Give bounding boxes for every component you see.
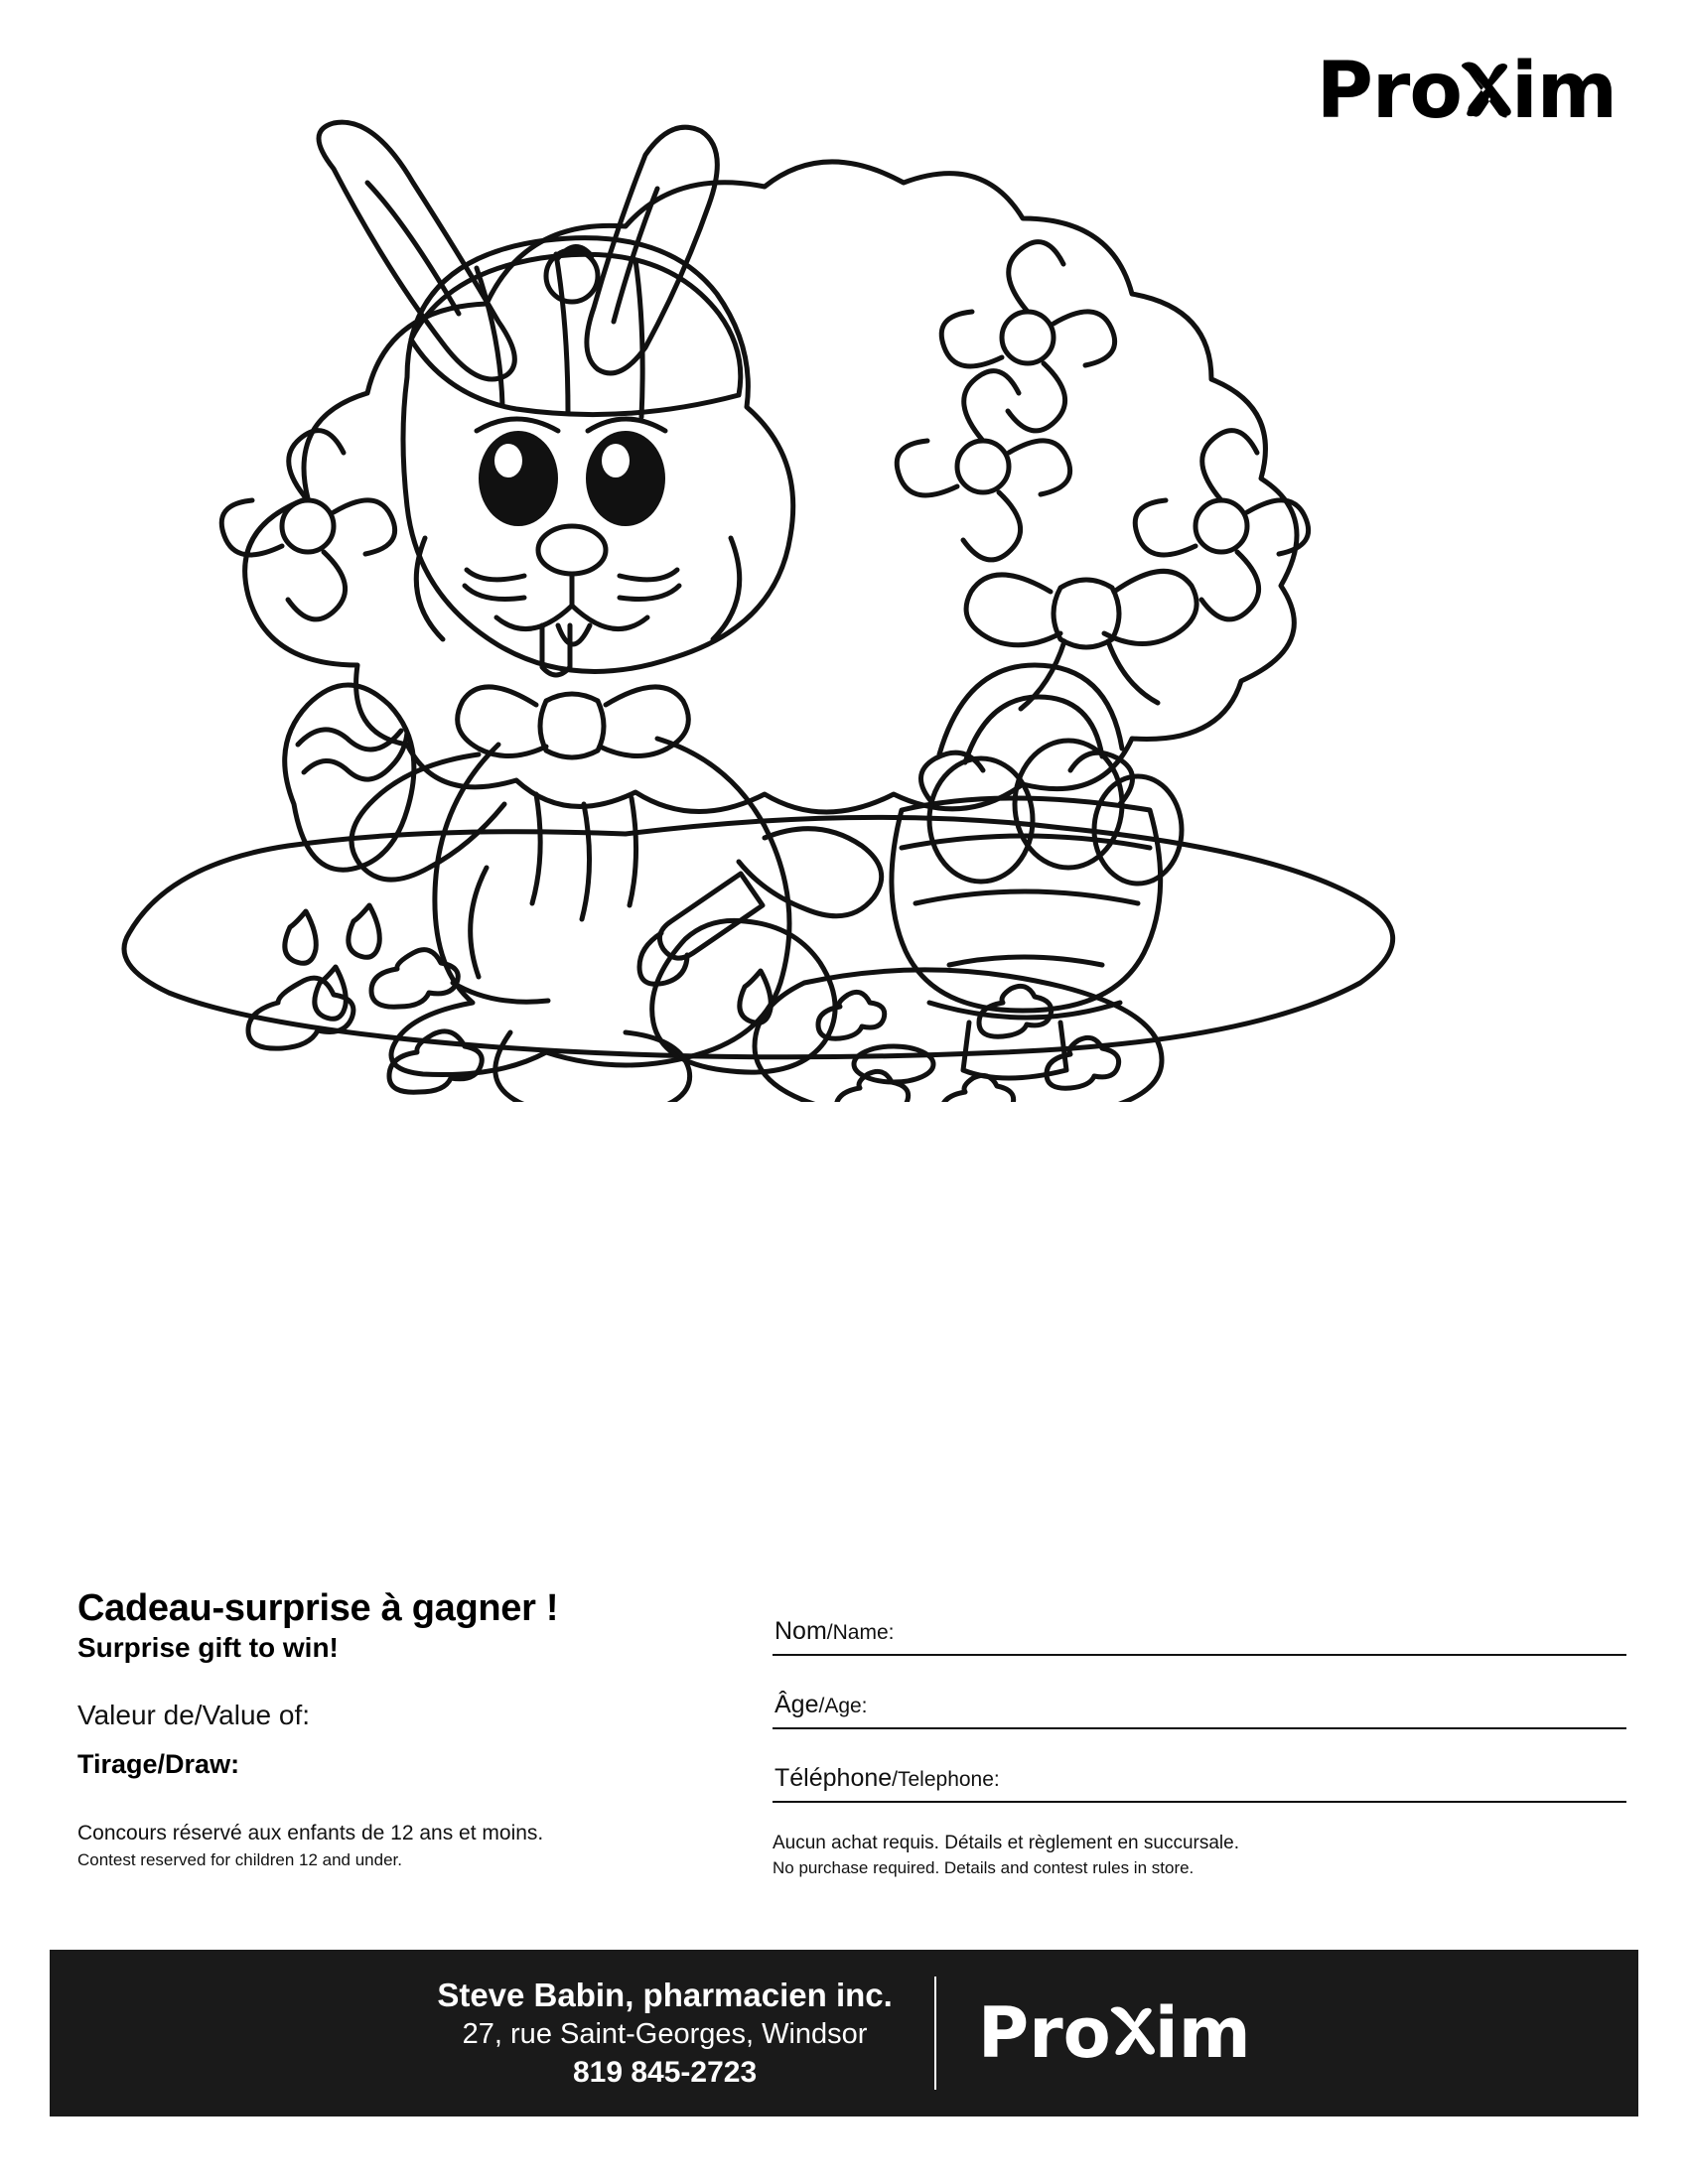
footer-wordmark-suffix: im bbox=[1154, 1992, 1251, 2074]
bunny-cap bbox=[411, 254, 741, 414]
coloring-illustration bbox=[109, 109, 1499, 1102]
field-age-label-fr: Âge bbox=[774, 1691, 819, 1718]
field-name-label bbox=[774, 1617, 894, 1646]
draw-label-en: /Draw: bbox=[157, 1748, 240, 1779]
entry-form bbox=[773, 1582, 1626, 1878]
paint-palette bbox=[755, 970, 1162, 1102]
field-name[interactable] bbox=[773, 1582, 1626, 1656]
disclaimer-en: No purchase required. Details and contest rules in store. bbox=[773, 1858, 1195, 1877]
field-age-label bbox=[774, 1691, 868, 1719]
pharmacy-name: Steve Babin, pharmacien inc. bbox=[437, 1976, 893, 2013]
pharmacy-city: Windsor bbox=[762, 2017, 868, 2050]
bow-tie bbox=[458, 687, 689, 757]
footer-wordmark-prefix: Pro bbox=[977, 1992, 1111, 2074]
pharmacy-address bbox=[437, 2016, 893, 2052]
draw-line bbox=[77, 1749, 753, 1780]
brand-logo-footer bbox=[977, 1992, 1251, 2074]
bunny-left-arm-egg bbox=[285, 685, 504, 880]
paint-drips bbox=[285, 905, 771, 1023]
field-name-label-en: /Name: bbox=[826, 1621, 895, 1644]
promo-text-column bbox=[77, 1588, 753, 1870]
basket-egg-right bbox=[1094, 776, 1182, 884]
value-label-fr: Valeur de bbox=[77, 1699, 195, 1730]
disclaimer-fr: Aucun achat requis. Détails et règlement en succursale. bbox=[773, 1833, 1239, 1853]
value-label-en: /Value of: bbox=[194, 1699, 311, 1730]
bush-backdrop bbox=[245, 162, 1297, 812]
brand-wordmark-suffix: im bbox=[1510, 47, 1617, 136]
contest-rules-fr: Concours réservé aux enfants de 12 ans et moins. bbox=[77, 1821, 544, 1844]
brand-wordmark-prefix: Pro bbox=[1316, 47, 1462, 136]
prize-title-en: Surprise gift to win! bbox=[77, 1632, 339, 1664]
flower-top-right bbox=[941, 242, 1114, 431]
field-age-label-en: /Age: bbox=[818, 1695, 868, 1717]
pharmacy-street: 27, rue Saint-Georges, bbox=[462, 2017, 763, 2050]
brush-handle bbox=[659, 874, 763, 958]
bunny-feet bbox=[495, 1032, 690, 1102]
footer-bar bbox=[50, 1950, 1638, 2116]
bunny-right-arm-brush bbox=[639, 829, 882, 985]
contest-info-section bbox=[77, 1588, 1626, 1916]
contest-rules-en: Contest reserved for children 12 and under. bbox=[77, 1849, 402, 1869]
cap-button bbox=[546, 250, 598, 302]
pharmacy-info bbox=[437, 1977, 936, 2090]
flower-mid-right bbox=[897, 371, 1069, 560]
footer-content bbox=[437, 1977, 1250, 2090]
basket-ribbon bbox=[966, 571, 1196, 709]
field-phone-label bbox=[774, 1764, 1000, 1793]
field-phone[interactable] bbox=[773, 1729, 1626, 1803]
bunny-body bbox=[391, 739, 789, 1075]
name-input[interactable] bbox=[1011, 1620, 1626, 1648]
bunny-eyes bbox=[477, 419, 665, 526]
bunny-cheek-right bbox=[713, 538, 740, 639]
field-phone-label-en: /Telephone: bbox=[892, 1768, 1000, 1791]
pharmacy-phone: 819 845-2723 bbox=[572, 2056, 758, 2090]
proxim-x-icon-footer bbox=[1109, 2006, 1157, 2060]
value-line bbox=[77, 1700, 753, 1731]
age-input[interactable] bbox=[1011, 1694, 1626, 1721]
field-age[interactable] bbox=[773, 1656, 1626, 1729]
field-name-label-fr: Nom bbox=[774, 1617, 827, 1645]
draw-label-fr: Tirage bbox=[77, 1748, 158, 1779]
phone-input[interactable] bbox=[1011, 1767, 1626, 1795]
field-phone-label-fr: Téléphone bbox=[774, 1764, 893, 1792]
prize-title-fr: Cadeau-surprise à gagner ! bbox=[77, 1587, 559, 1629]
bunny-muzzle bbox=[465, 526, 679, 675]
